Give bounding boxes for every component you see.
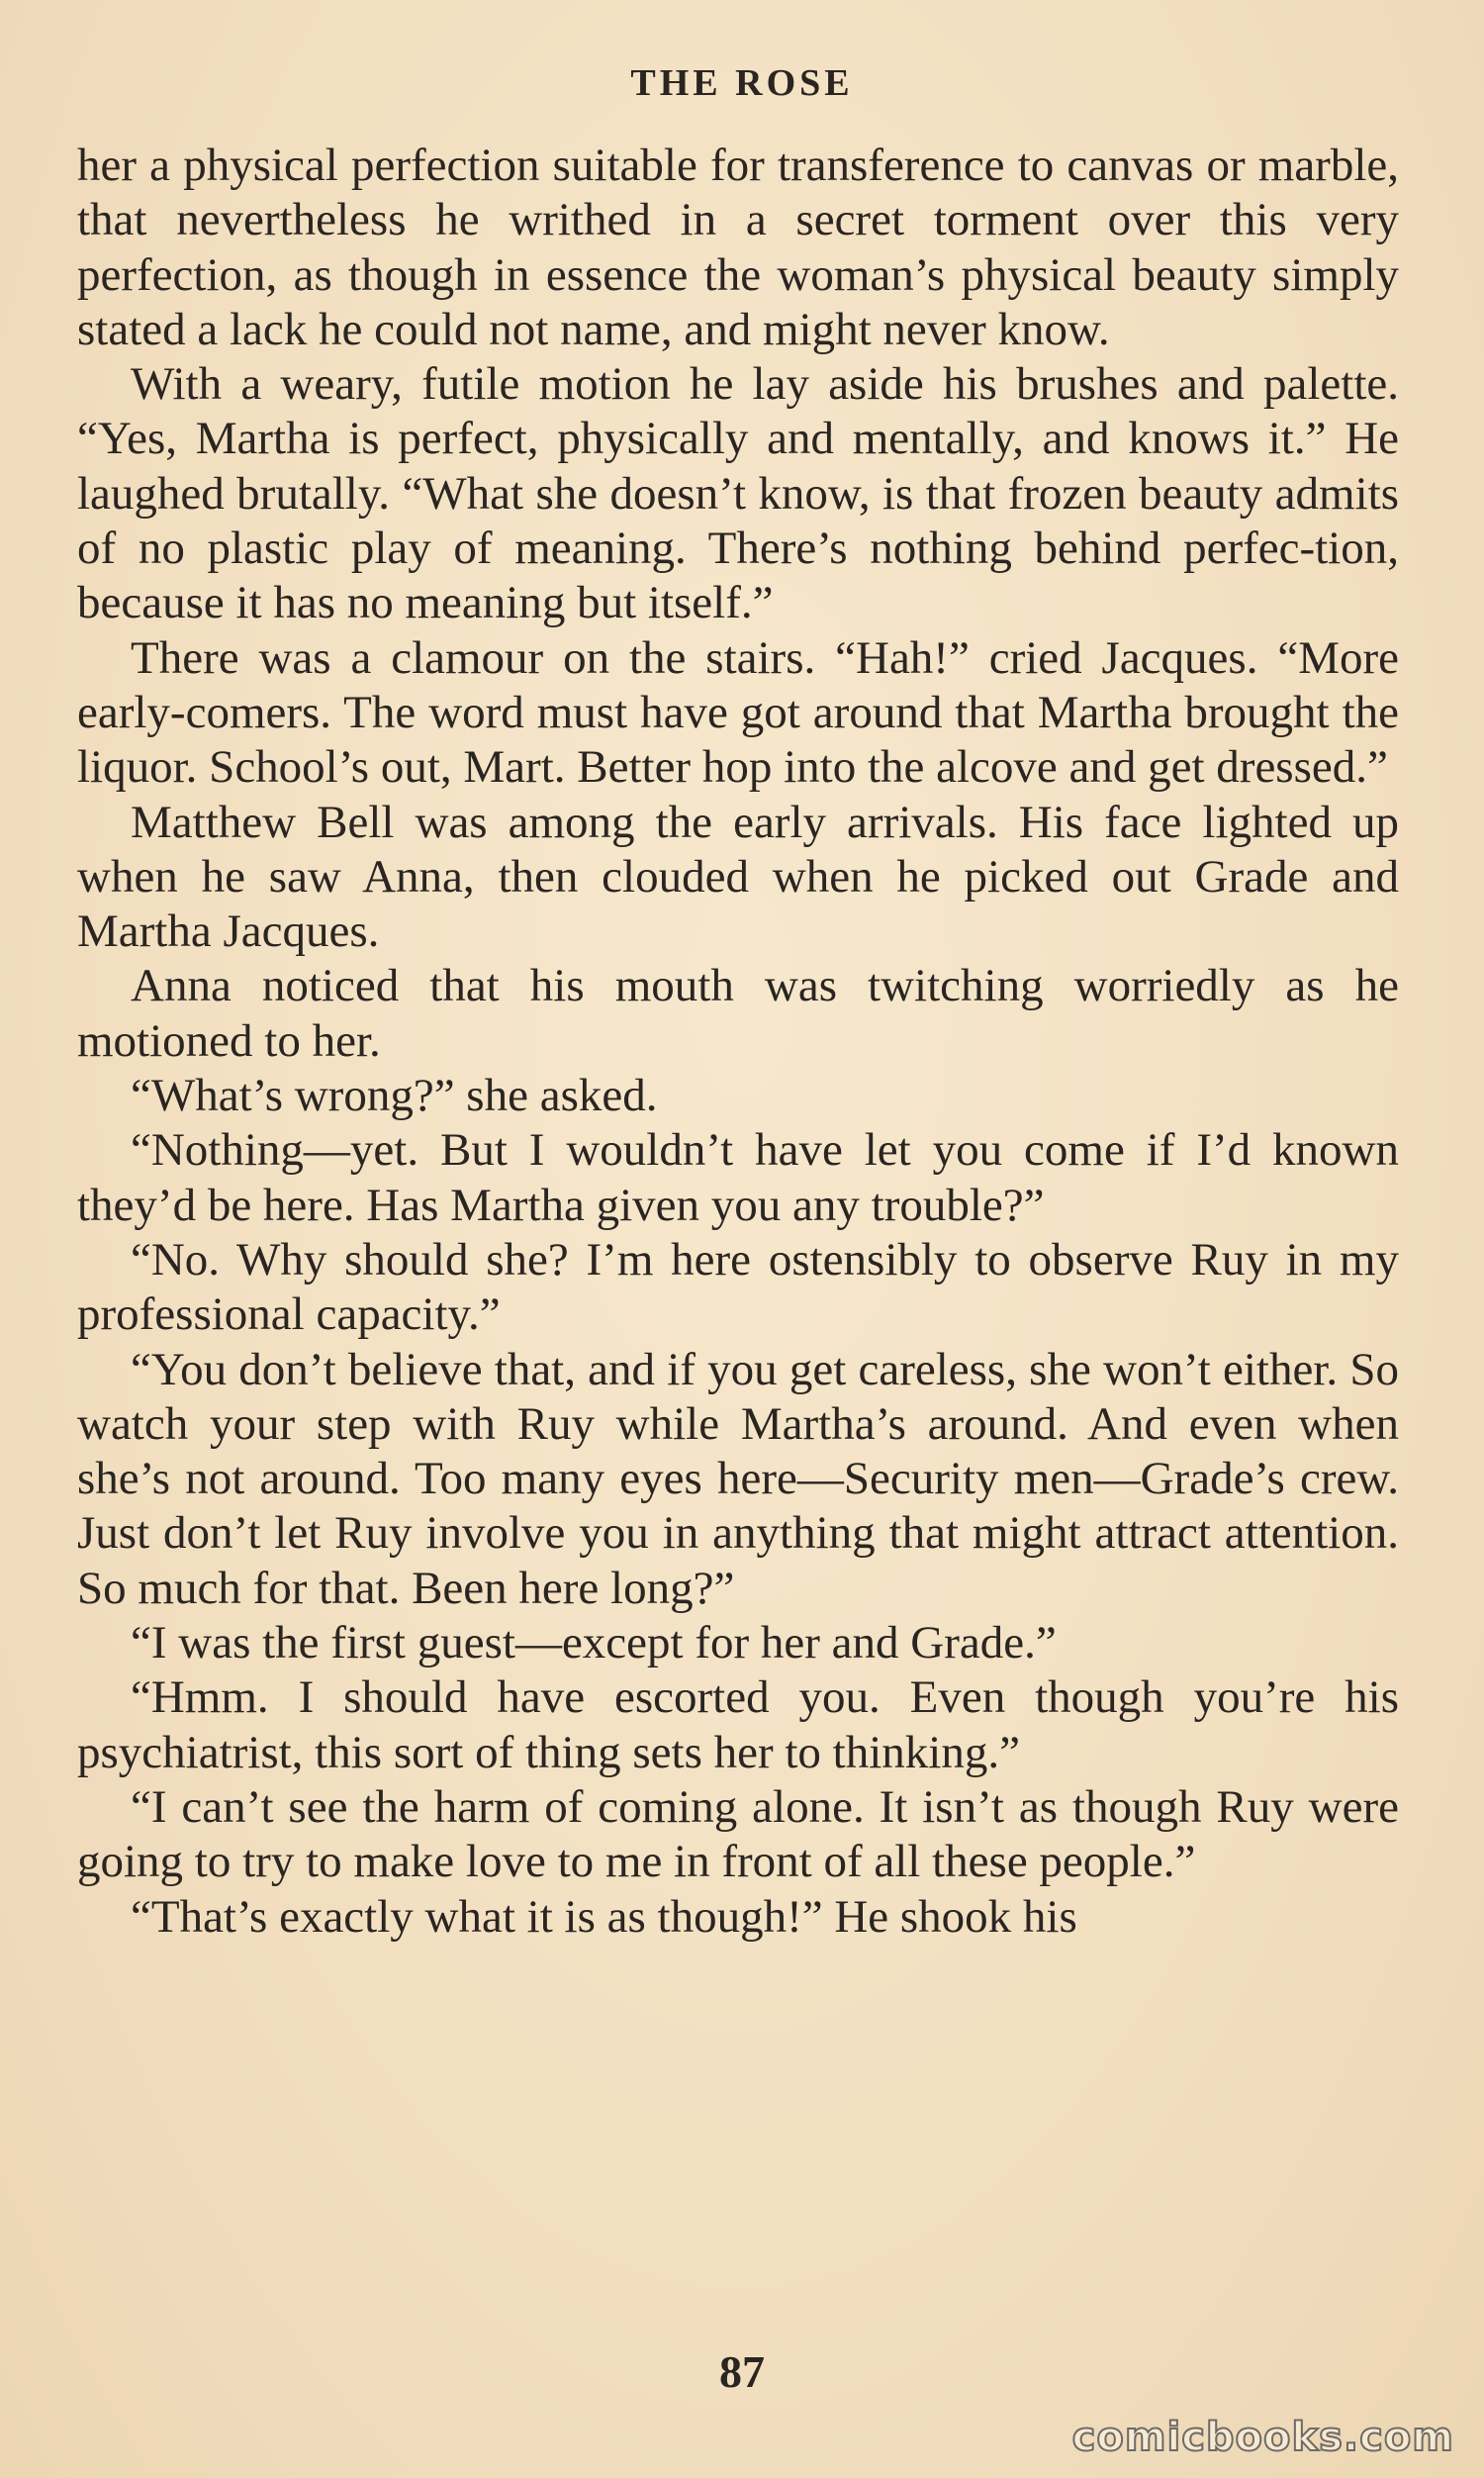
- paragraph: “Nothing—yet. But I wouldn’t have let you come if I’d known they’d be here. Has Martha given you any trouble?”: [77, 1124, 1399, 1231]
- paragraph: With a weary, futile motion he lay aside his brushes and palette. “Yes, Martha is perfect, physically and mentally, and knows it.” He laughed brutally. “What she doesn’t know, is that frozen beauty admits of no plastic play of meaning. There’s nothing behind perfec-tion, because it has no meaning but itself.”: [77, 358, 1399, 629]
- paragraph: Matthew Bell was among the early arrivals. His face lighted up when he saw Anna, then clouded when he picked out Grade and Martha Jacques.: [77, 796, 1399, 958]
- paragraph: “That’s exactly what it is as though!” He shook his: [131, 1890, 1077, 1943]
- running-head: THE ROSE: [630, 62, 854, 104]
- paragraph: “What’s wrong?” she asked.: [131, 1070, 658, 1122]
- watermark: comicbooks.com: [1071, 2415, 1454, 2460]
- paragraph: “I was the first guest—except for her and Grade.”: [131, 1617, 1057, 1669]
- paragraph: “Hmm. I should have escorted you. Even though you’re his psychiatrist, this sort of thing sets her to thinking.”: [77, 1671, 1399, 1778]
- paragraph: her a physical perfection suitable for transference to canvas or marble, that nevertheless he writhed in a secret torment over this very perfection, as though in essence the woman’s physical beauty simply stated a lack he could not name, and might never know.: [77, 140, 1399, 355]
- paragraph: “I can’t see the harm of coming alone. It isn’t as though Ruy were going to try to make love to me in front of all these people.”: [77, 1780, 1399, 1888]
- paragraph: There was a clamour on the stairs. “Hah!” cried Jacques. “More early-comers. The word must have got around that Martha brought the liquor. School’s out, Mart. Better hop into the alcove and get dressed.”: [77, 631, 1399, 794]
- body-text: [77, 139, 1399, 1945]
- page-number: 87: [719, 2346, 765, 2397]
- paragraph: “No. Why should she? I’m here ostensibly to observe Ruy in my professional capacity.”: [77, 1233, 1399, 1341]
- paragraph: “You don’t believe that, and if you get careless, she won’t either. So watch your step with Ruy while Martha’s around. And even when she’s not around. Too many eyes here—Security men—Grade’s crew. Just don’t let Ruy involve you in anything that might attract attention. So much for that. Been here long?”: [77, 1343, 1399, 1614]
- paragraph: Anna noticed that his mouth was twitching worriedly as he motioned to her.: [77, 960, 1399, 1067]
